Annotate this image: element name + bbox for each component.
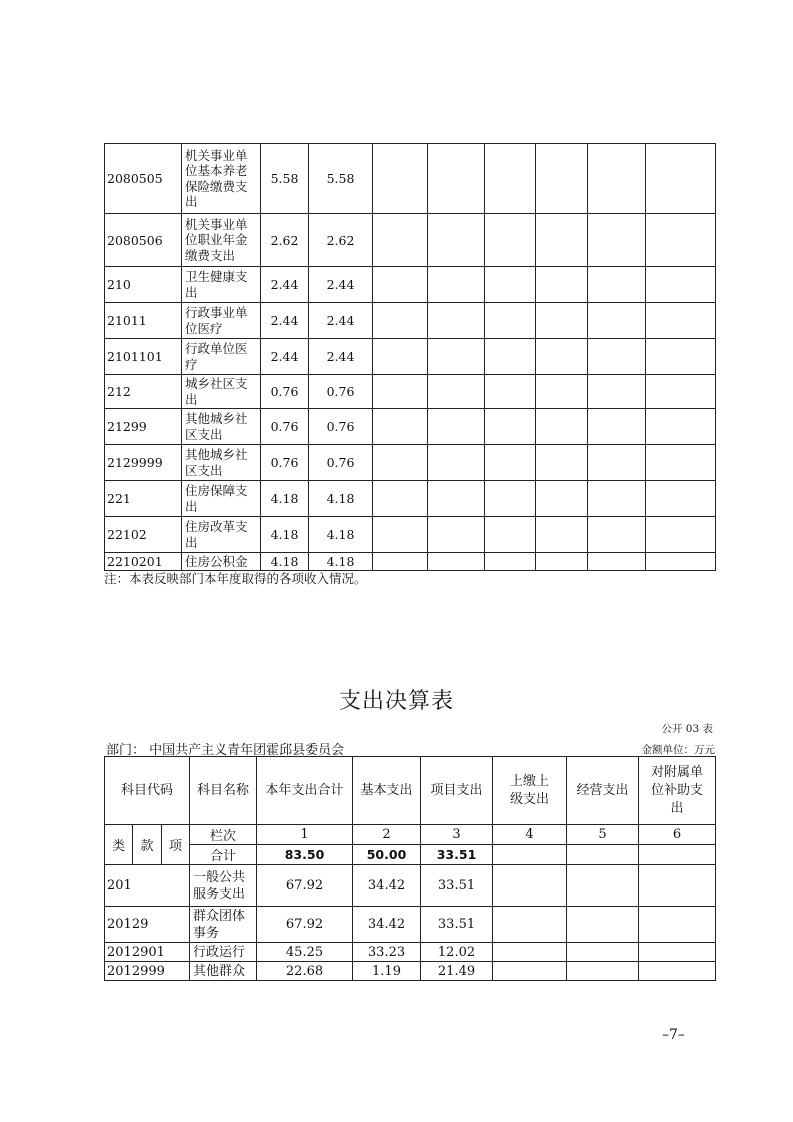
item-code: 2080505 — [105, 144, 182, 214]
empty-cell — [373, 553, 428, 571]
table-row — [105, 214, 716, 267]
empty-cell — [493, 943, 567, 962]
empty-cell — [588, 375, 646, 409]
table-row — [105, 943, 716, 962]
amount-1: 2.62 — [261, 214, 309, 267]
empty-cell — [493, 962, 567, 981]
empty-cell — [493, 907, 567, 943]
table-row — [105, 267, 716, 303]
empty-cell — [588, 517, 646, 553]
total-project: 33.51 — [421, 845, 493, 865]
item-code: 2210201 — [105, 553, 182, 571]
header-kuan: 款 — [133, 825, 162, 865]
item-name: 行政运行 — [190, 943, 257, 962]
item-name: 行政事业单位医疗 — [182, 303, 261, 339]
item-code: 2012901 — [105, 943, 190, 962]
header-project: 项目支出 — [421, 757, 493, 825]
empty-cell — [567, 845, 639, 865]
empty-cell — [485, 144, 536, 214]
empty-cell — [639, 962, 716, 981]
amount-project: 12.02 — [421, 943, 493, 962]
empty-cell — [373, 303, 428, 339]
header-lanci: 栏次 — [190, 825, 257, 845]
empty-cell — [373, 375, 428, 409]
amount-2: 2.44 — [309, 339, 373, 375]
amount-2: 4.18 — [309, 481, 373, 517]
amount-project: 33.51 — [421, 865, 493, 907]
empty-cell — [373, 339, 428, 375]
amount-total: 22.68 — [257, 962, 353, 981]
item-code: 21299 — [105, 409, 182, 445]
amount-2: 5.58 — [309, 144, 373, 214]
table-row — [105, 907, 716, 943]
empty-cell — [493, 865, 567, 907]
empty-cell — [373, 445, 428, 481]
item-code: 2080506 — [105, 214, 182, 267]
amount-basic: 33.23 — [353, 943, 421, 962]
col-number: 4 — [493, 825, 567, 845]
empty-cell — [536, 481, 588, 517]
empty-cell — [646, 375, 716, 409]
item-name: 行政单位医疗 — [182, 339, 261, 375]
empty-cell — [536, 339, 588, 375]
amount-2: 0.76 — [309, 375, 373, 409]
empty-cell — [588, 481, 646, 517]
table-row — [105, 339, 716, 375]
empty-cell — [646, 214, 716, 267]
amount-1: 5.58 — [261, 144, 309, 214]
empty-cell — [485, 517, 536, 553]
col-number: 6 — [639, 825, 716, 845]
empty-cell — [646, 517, 716, 553]
item-name: 机关事业单位基本养老保险缴费支出 — [182, 144, 261, 214]
empty-cell — [646, 481, 716, 517]
empty-cell — [428, 553, 485, 571]
amount-2: 4.18 — [309, 517, 373, 553]
empty-cell — [567, 907, 639, 943]
header-total: 本年支出合计 — [257, 757, 353, 825]
income-table-continued — [104, 143, 716, 571]
item-name: 一般公共服务支出 — [190, 865, 257, 907]
empty-cell — [536, 303, 588, 339]
table-row — [105, 962, 716, 981]
empty-cell — [567, 943, 639, 962]
empty-cell — [646, 409, 716, 445]
item-name: 群众团体事务 — [190, 907, 257, 943]
department-label: 部门： 中国共产主义青年团霍邱县委员会 — [106, 743, 345, 758]
empty-cell — [373, 517, 428, 553]
empty-cell — [588, 445, 646, 481]
empty-cell — [428, 339, 485, 375]
header-business: 经营支出 — [567, 757, 639, 825]
empty-cell — [373, 481, 428, 517]
item-code: 22102 — [105, 517, 182, 553]
empty-cell — [485, 303, 536, 339]
empty-cell — [646, 303, 716, 339]
empty-cell — [536, 517, 588, 553]
empty-cell — [639, 907, 716, 943]
item-code: 20129 — [105, 907, 190, 943]
table-row — [105, 144, 716, 214]
empty-cell — [485, 553, 536, 571]
amount-total: 67.92 — [257, 907, 353, 943]
empty-cell — [536, 144, 588, 214]
empty-cell — [428, 445, 485, 481]
empty-cell — [373, 144, 428, 214]
form-number: 公开 03 表 — [661, 723, 713, 735]
empty-cell — [428, 144, 485, 214]
total-label: 合计 — [190, 845, 257, 865]
empty-cell — [373, 409, 428, 445]
empty-cell — [646, 445, 716, 481]
amount-1: 4.18 — [261, 517, 309, 553]
empty-cell — [485, 267, 536, 303]
header-lei: 类 — [105, 825, 133, 865]
item-name: 卫生健康支出 — [182, 267, 261, 303]
income-table-note: 注：本表反映部门本年度取得的各项收入情况。 — [104, 571, 367, 586]
total-amount: 83.50 — [257, 845, 353, 865]
empty-cell — [428, 517, 485, 553]
empty-cell — [567, 865, 639, 907]
empty-cell — [428, 303, 485, 339]
header-basic: 基本支出 — [353, 757, 421, 825]
table-row — [105, 517, 716, 553]
empty-cell — [588, 303, 646, 339]
amount-unit: 金额单位：万元 — [641, 744, 715, 756]
empty-cell — [646, 339, 716, 375]
empty-cell — [536, 375, 588, 409]
amount-total: 45.25 — [257, 943, 353, 962]
item-name: 住房公积金 — [182, 553, 261, 571]
amount-2: 0.76 — [309, 445, 373, 481]
empty-cell — [428, 267, 485, 303]
item-code: 212 — [105, 375, 182, 409]
empty-cell — [588, 339, 646, 375]
table-row — [105, 445, 716, 481]
empty-cell — [646, 267, 716, 303]
col-number: 2 — [353, 825, 421, 845]
empty-cell — [646, 553, 716, 571]
table-row — [105, 303, 716, 339]
amount-basic: 1.19 — [353, 962, 421, 981]
item-code: 2129999 — [105, 445, 182, 481]
amount-2: 2.62 — [309, 214, 373, 267]
empty-cell — [373, 214, 428, 267]
empty-cell — [588, 553, 646, 571]
col-number: 3 — [421, 825, 493, 845]
empty-cell — [646, 144, 716, 214]
amount-project: 21.49 — [421, 962, 493, 981]
header-code: 科目代码 — [105, 757, 190, 825]
empty-cell — [588, 214, 646, 267]
item-name: 机关事业单位职业年金缴费支出 — [182, 214, 261, 267]
item-name: 城乡社区支出 — [182, 375, 261, 409]
item-name: 住房改革支出 — [182, 517, 261, 553]
empty-cell — [485, 375, 536, 409]
amount-1: 2.44 — [261, 267, 309, 303]
amount-total: 67.92 — [257, 865, 353, 907]
empty-cell — [428, 214, 485, 267]
empty-cell — [588, 267, 646, 303]
total-basic: 50.00 — [353, 845, 421, 865]
header-name: 科目名称 — [190, 757, 257, 825]
empty-cell — [485, 445, 536, 481]
amount-1: 2.44 — [261, 303, 309, 339]
item-code: 2012999 — [105, 962, 190, 981]
header-upper: 上缴上级支出 — [493, 757, 567, 825]
empty-cell — [485, 481, 536, 517]
header-xiang: 项 — [162, 825, 190, 865]
empty-cell — [428, 481, 485, 517]
amount-1: 0.76 — [261, 445, 309, 481]
item-name: 住房保障支出 — [182, 481, 261, 517]
item-name: 其他群众 — [190, 962, 257, 981]
empty-cell — [588, 409, 646, 445]
item-code: 221 — [105, 481, 182, 517]
empty-cell — [536, 267, 588, 303]
item-code: 2101101 — [105, 339, 182, 375]
col-number: 5 — [567, 825, 639, 845]
amount-2: 2.44 — [309, 267, 373, 303]
amount-basic: 34.42 — [353, 865, 421, 907]
empty-cell — [639, 845, 716, 865]
empty-cell — [639, 865, 716, 907]
table-row — [105, 481, 716, 517]
empty-cell — [493, 845, 567, 865]
expense-table — [104, 756, 716, 981]
header-subsidiary: 对附属单位补助支出 — [639, 757, 716, 825]
amount-1: 0.76 — [261, 375, 309, 409]
col-number: 1 — [257, 825, 353, 845]
item-code: 21011 — [105, 303, 182, 339]
amount-1: 2.44 — [261, 339, 309, 375]
expense-table-title: 支出决算表 — [338, 689, 454, 714]
empty-cell — [588, 144, 646, 214]
empty-cell — [536, 409, 588, 445]
empty-cell — [373, 267, 428, 303]
table-row — [105, 865, 716, 907]
table-row — [105, 375, 716, 409]
table-row — [105, 553, 716, 571]
amount-1: 4.18 — [261, 553, 309, 571]
empty-cell — [428, 375, 485, 409]
empty-cell — [485, 409, 536, 445]
item-name: 其他城乡社区支出 — [182, 409, 261, 445]
item-code: 201 — [105, 865, 190, 907]
empty-cell — [536, 214, 588, 267]
item-name: 其他城乡社区支出 — [182, 445, 261, 481]
empty-cell — [536, 553, 588, 571]
amount-project: 33.51 — [421, 907, 493, 943]
table-row — [105, 409, 716, 445]
amount-2: 2.44 — [309, 303, 373, 339]
empty-cell — [485, 339, 536, 375]
amount-basic: 34.42 — [353, 907, 421, 943]
amount-1: 4.18 — [261, 481, 309, 517]
empty-cell — [485, 214, 536, 267]
empty-cell — [567, 962, 639, 981]
empty-cell — [428, 409, 485, 445]
amount-2: 0.76 — [309, 409, 373, 445]
empty-cell — [536, 445, 588, 481]
empty-cell — [639, 943, 716, 962]
item-code: 210 — [105, 267, 182, 303]
page-number: –7– — [662, 1027, 685, 1043]
amount-1: 0.76 — [261, 409, 309, 445]
amount-2: 4.18 — [309, 553, 373, 571]
